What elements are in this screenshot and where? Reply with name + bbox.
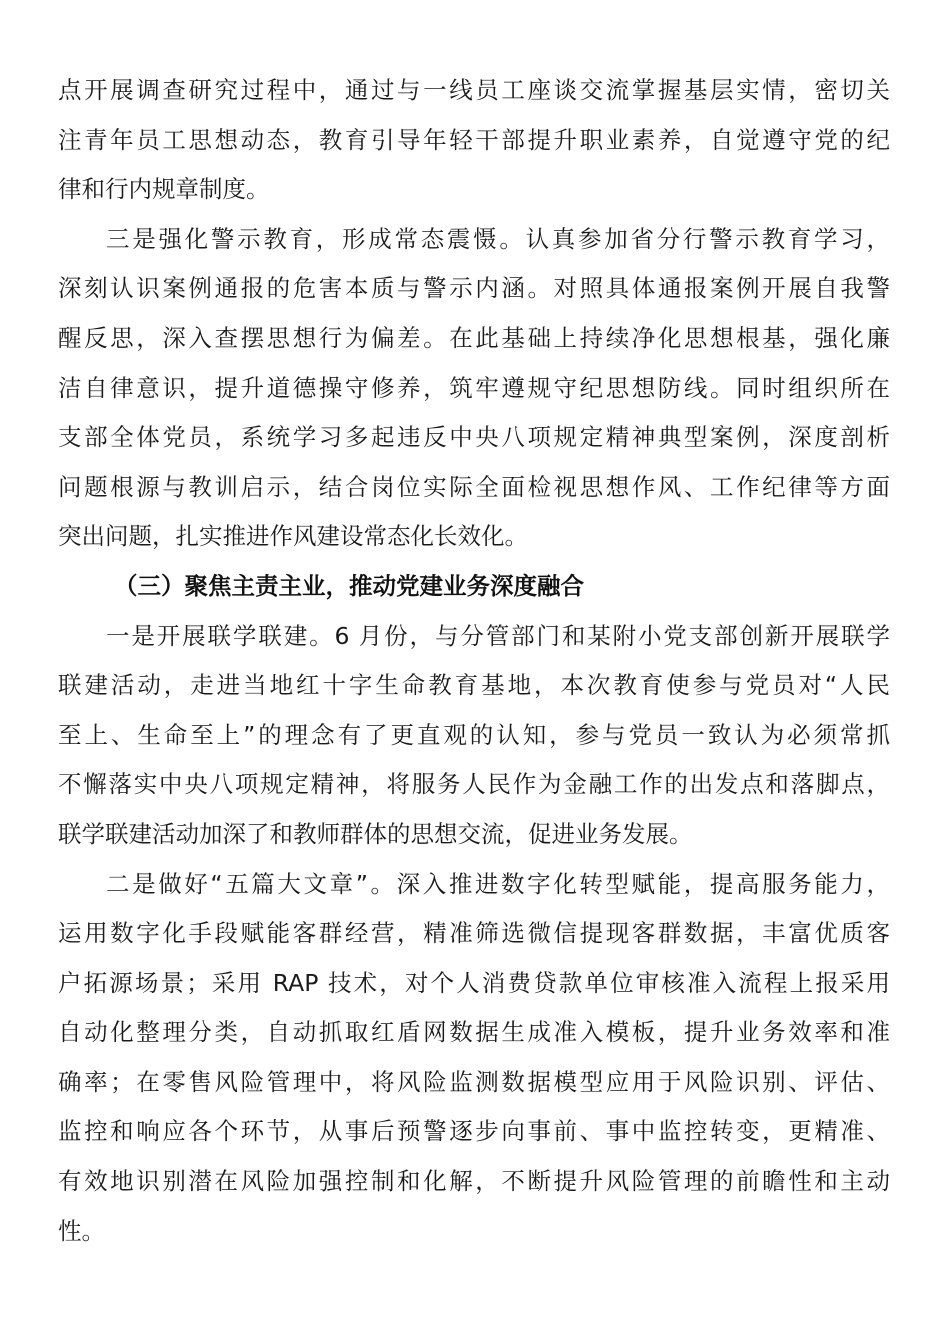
text-line: 点开展调查研究过程中，通过与一线员工座谈交流掌握基层实情，密切关	[58, 76, 890, 104]
text-line: 律和行内规章制度。	[58, 175, 270, 204]
text-line: 自动化整理分类，自动抓取红盾网数据生成准入模板，提升业务效率和准	[58, 1018, 890, 1047]
text-line: 户拓源场景；采用 RAP 技术，对个人消费贷款单位审核准入流程上报采用	[58, 968, 890, 997]
document-body	[58, 66, 890, 1256]
text-line: 不懈落实中央八项规定精神，将服务人民作为金融工作的出发点和落脚点，	[58, 770, 890, 799]
text-line: 洁自律意识，提升道德操守修养，筑牢遵规守纪思想防线。同时组织所在	[58, 373, 890, 402]
text-line: 联建活动，走进当地红十字生命教育基地，本次教育使参与党员对“人民	[58, 671, 890, 700]
paragraph-research-continuation	[58, 66, 890, 215]
text-line: 突出问题，扎实推进作风建设常态化长效化。	[58, 522, 528, 551]
text-line: 三是强化警示教育，形成常态震慑。认真参加省分行警示教育学习，	[106, 224, 890, 253]
text-line: 问题根源与教训启示，结合岗位实际全面检视思想作风、工作纪律等方面	[58, 472, 890, 501]
text-line: 确率；在零售风险管理中，将风险监测数据模型应用于风险识别、评估、	[58, 1067, 890, 1096]
text-line: 支部全体党员，系统学习多起违反中央八项规定精神典型案例，深度剖析	[58, 423, 890, 452]
text-line: 联学联建活动加深了和教师群体的思想交流，促进业务发展。	[58, 819, 693, 848]
text-line: 有效地识别潜在风险加强控制和化解，不断提升风险管理的前瞻性和主动	[58, 1167, 890, 1196]
paragraph-five-articles	[58, 860, 890, 1257]
section-heading: （三）聚焦主责主业，推动党建业务深度融合	[114, 571, 584, 600]
text-line: 深刻认识案例通报的危害本质与警示内涵。对照具体通报案例开展自我警	[58, 274, 890, 303]
text-line: 运用数字化手段赋能客群经营，精准筛选微信提现客群数据，丰富优质客	[58, 919, 890, 948]
text-line: 二是做好“五篇大文章”。深入推进数字化转型赋能，提高服务能力，	[106, 869, 890, 898]
text-line: 性。	[58, 1216, 105, 1245]
paragraph-joint-learning	[58, 612, 890, 860]
text-line: 至上、生命至上”的理念有了更直观的认知，参与党员一致认为必须常抓	[58, 720, 890, 749]
text-line: 注青年员工思想动态，教育引导年轻干部提升职业素养，自觉遵守党的纪	[58, 125, 890, 154]
text-line: 监控和响应各个环节，从事后预警逐步向事前、事中监控转变，更精准、	[58, 1117, 890, 1146]
text-line: 一是开展联学联建。6 月份，与分管部门和某附小党支部创新开展联学	[106, 621, 890, 650]
paragraph-warning-education	[58, 215, 890, 562]
text-line: 醒反思，深入查摆思想行为偏差。在此基础上持续净化思想根基，强化廉	[58, 323, 890, 352]
